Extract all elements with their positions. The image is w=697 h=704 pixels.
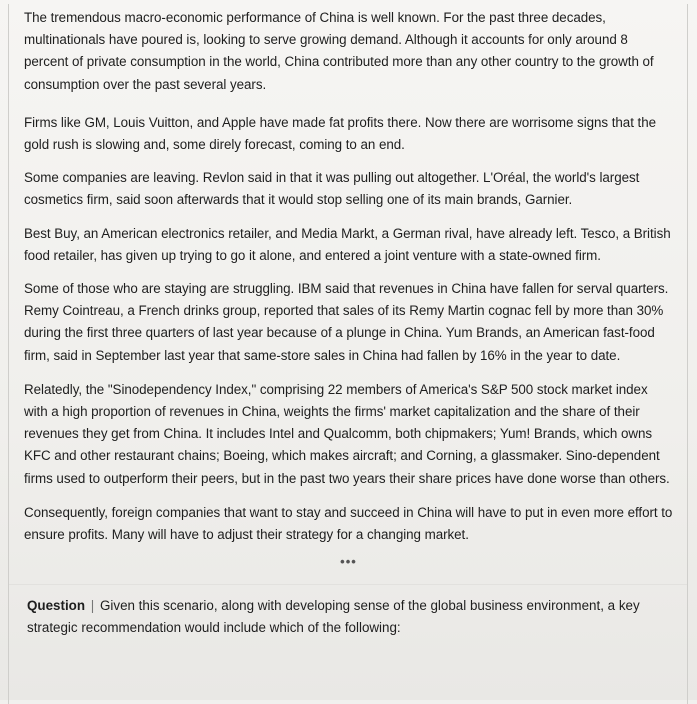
paragraph-retailers: Best Buy, an American electronics retailer, and Media Markt, a German rival, have already left. Tesco, a British food retailer, has given up trying to go it alone, and entered a joint venture with a state-owned firm. [24, 225, 671, 263]
section-divider [9, 584, 687, 585]
paragraph-struggling: Some of those who are staying are struggling. IBM said that revenues in China have fallen for serval quarters. Remy Cointreau, a French drinks group, reported that sales of its Remy Martin cognac fell by more than 30% during the first three quarters of last year because of a plunge in China. Yum Brands, an American fast-food firm, said in September last year that same-store sales in China had fallen by 16% in the year to date. [24, 281, 669, 363]
article-panel [8, 4, 688, 704]
question-separator: | [90, 598, 95, 614]
paragraph-sinodependency: Relatedly, the "Sinodependency Index," comprising 22 members of America's S&P 500 stock market index with a high proportion of revenues in China, weights the firms' market capitalization and the share of their revenues they get from China. It includes Intel and Qualcomm, both chipmakers; Yum! Brands, which owns KFC and other restaurant chains; Boeing, which makes aircraft; and Corning, a glassmaker. Sino-dependent firms used to outperform their peers, but in the past two years their share prices have done worse than others. [24, 381, 670, 486]
paragraph-leaving: Some companies are leaving. Revlon said in that it was pulling out altogether. L'Oréal, the world's largest cosmetics firm, said soon afterwards that it would stop selling one of its main brands, Garnier. [24, 170, 640, 208]
question-text: Given this scenario, along with developing sense of the global business environment, a key strategic recommendation would include which of the following: [27, 598, 640, 636]
question-prompt [27, 595, 673, 639]
paragraph-consequently: Consequently, foreign companies that want to stay and succeed in China will have to put in even more effort to ensure profits. Many will have to adjust their strategy for a changing market. [24, 504, 673, 543]
question-label: Question [27, 598, 86, 614]
paragraph-intro: The tremendous macro-economic performance of China is well known. For the past three decades, multinationals have poured is, looking to serve growing demand. Although it accounts for only around 8 percent of private consumption in the world, China contributed more than any other country to the growth of consumption over the past several years. [24, 10, 654, 92]
more-icon: ••• [340, 554, 357, 570]
paragraph-profits: Firms like GM, Louis Vuitton, and Apple have made fat profits there. Now there are worrisome signs that the gold rush is slowing and, some direly forecast, coming to an end. [24, 114, 656, 153]
